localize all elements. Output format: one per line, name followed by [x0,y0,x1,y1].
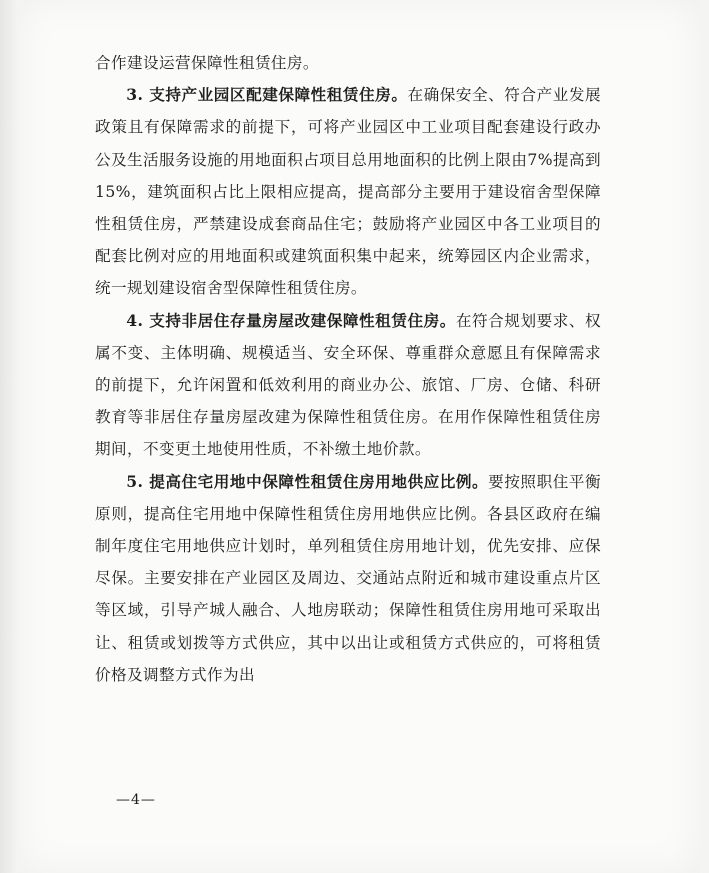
paragraph-3 [95,79,601,304]
paragraph-text: 要按照职住平衡原则，提高住宅用地中保障性租赁住房用地供应比例。各县区政府在编制年度住宅用地供应计划时，单列租赁住房用地计划，优先安排、应保尽保。主要安排在产业园区及周边、交通站点附近和城市建设重点片区等区域，引导产城人融合、人地房联动；保障性租赁住房用地可采取出让、租赁或划拨等方式供应，其中以出让或租赁方式供应的，可将租赁价格及调整方式作为出 [95,472,601,684]
page-number: —4— [116,792,156,808]
scan-edge [0,0,18,873]
paragraph-heading: 3. 支持产业园区配建保障性租赁住房。 [126,85,408,105]
paragraph-5 [95,466,601,691]
paragraph-continuation [95,47,601,79]
paragraph-heading: 4. 支持非居住存量房屋改建保障性租赁住房。 [126,310,456,330]
paragraph-heading: 5. 提高住宅用地中保障性租赁住房用地供应比例。 [126,471,489,491]
paragraph-text: 在符合规划要求、权属不变、主体明确、规模适当、安全环保、尊重群众意愿且有保障需求的前提下，允许闲置和低效利用的商业办公、旅馆、厂房、仓储、科研教育等非居住存量房屋改建为保障性租赁住房。在用作保障性租赁住房期间，不变更土地使用性质，不补缴土地价款。 [95,311,601,459]
paragraph-4 [95,305,601,466]
document-body [95,47,601,691]
paragraph-text: 在确保安全、符合产业发展政策且有保障需求的前提下，可将产业园区中工业项目配套建设行政办公及生活服务设施的用地面积占项目总用地面积的比例上限由7%提高到15%，建筑面积占比上限相应提高，提高部分主要用于建设宿舍型保障性租赁住房，严禁建设成套商品住宅；鼓励将产业园区中各工业项目的配套比例对应的用地面积或建筑面积集中起来，统筹园区内企业需求，统一规划建设宿舍型保障性租赁住房。 [95,86,601,298]
paragraph-text: 合作建设运营保障性租赁住房。 [95,54,319,72]
